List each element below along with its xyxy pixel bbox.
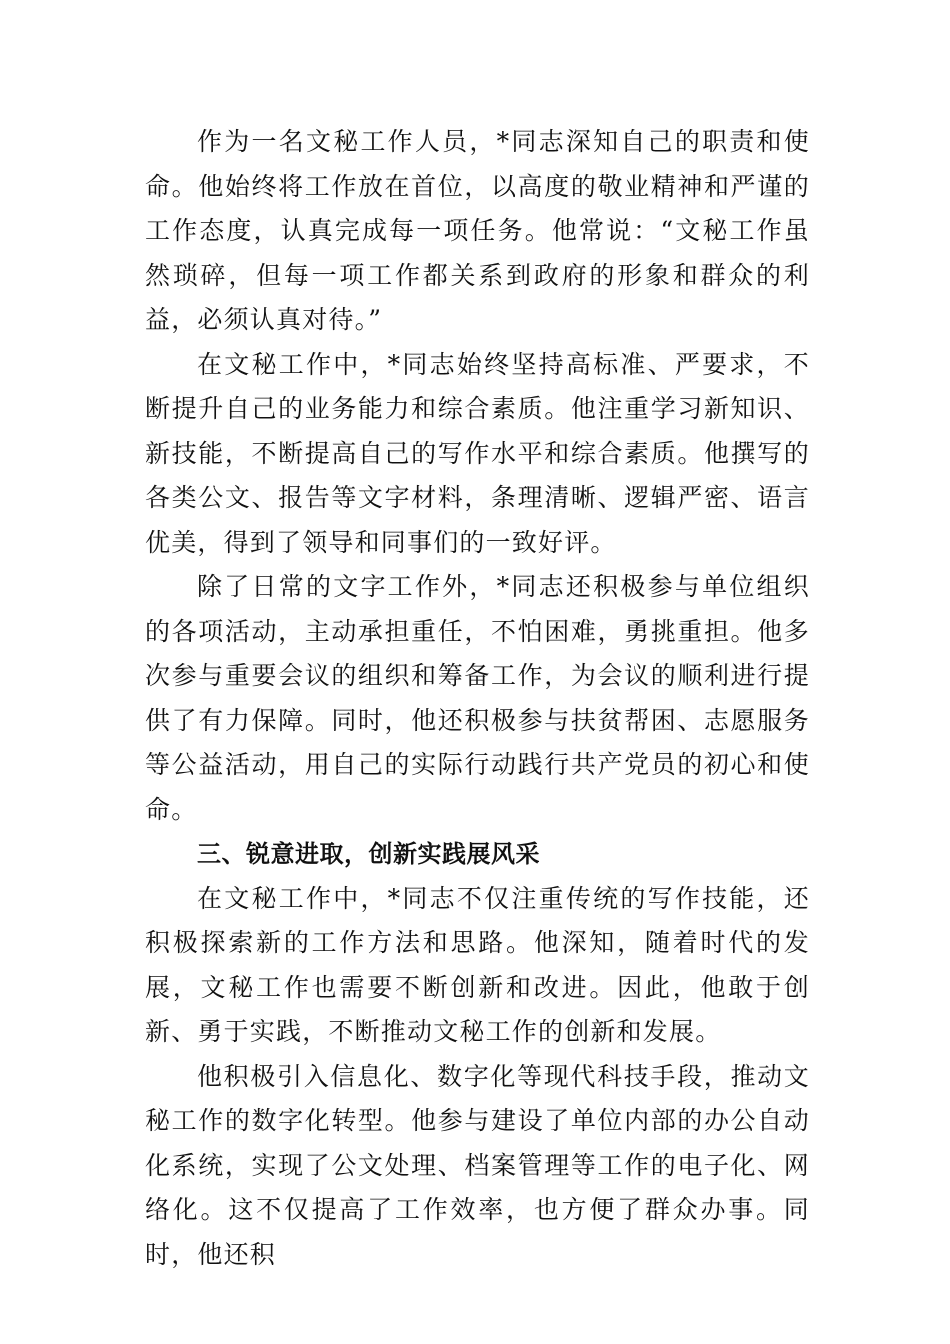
document-body <box>145 120 810 1277</box>
paragraph-innovation: 在文秘工作中，*同志不仅注重传统的写作技能，还积极探索新的工作方法和思路。他深知，随着时代的发展，文秘工作也需要不断创新和改进。因此，他敢于创新、勇于实践，不断推动文秘工作的创新和发展。 <box>145 883 810 1046</box>
paragraph-standards: 在文秘工作中，*同志始终坚持高标准、严要求，不断提升自己的业务能力和综合素质。他注重学习新知识、新技能，不断提高自己的写作水平和综合素质。他撰写的各类公文、报告等文字材料，条理清晰、逻辑严密、语言优美，得到了领导和同事们的一致好评。 <box>145 349 810 557</box>
paragraph-activities: 除了日常的文字工作外，*同志还积极参与单位组织的各项活动，主动承担重任，不怕困难，勇挑重担。他多次参与重要会议的组织和筹备工作，为会议的顺利进行提供了有力保障。同时，他还积极参与扶贫帮困、志愿服务等公益活动，用自己的实际行动践行共产党员的初心和使命。 <box>145 572 810 824</box>
section-heading: 三、锐意进取，创新实践展风采 <box>197 840 540 868</box>
paragraph-digitalization: 他积极引入信息化、数字化等现代科技手段，推动文秘工作的数字化转型。他参与建设了单位内部的办公自动化系统，实现了公文处理、档案管理等工作的电子化、网络化。这不仅提高了工作效率，也方便了群众办事。同时，他还积 <box>145 1061 810 1269</box>
paragraph-duty: 作为一名文秘工作人员，*同志深知自己的职责和使命。他始终将工作放在首位，以高度的敬业精神和严谨的工作态度，认真完成每一项任务。他常说：“文秘工作虽然琐碎，但每一项工作都关系到政府的形象和群众的利益，必须认真对待。” <box>145 127 810 334</box>
